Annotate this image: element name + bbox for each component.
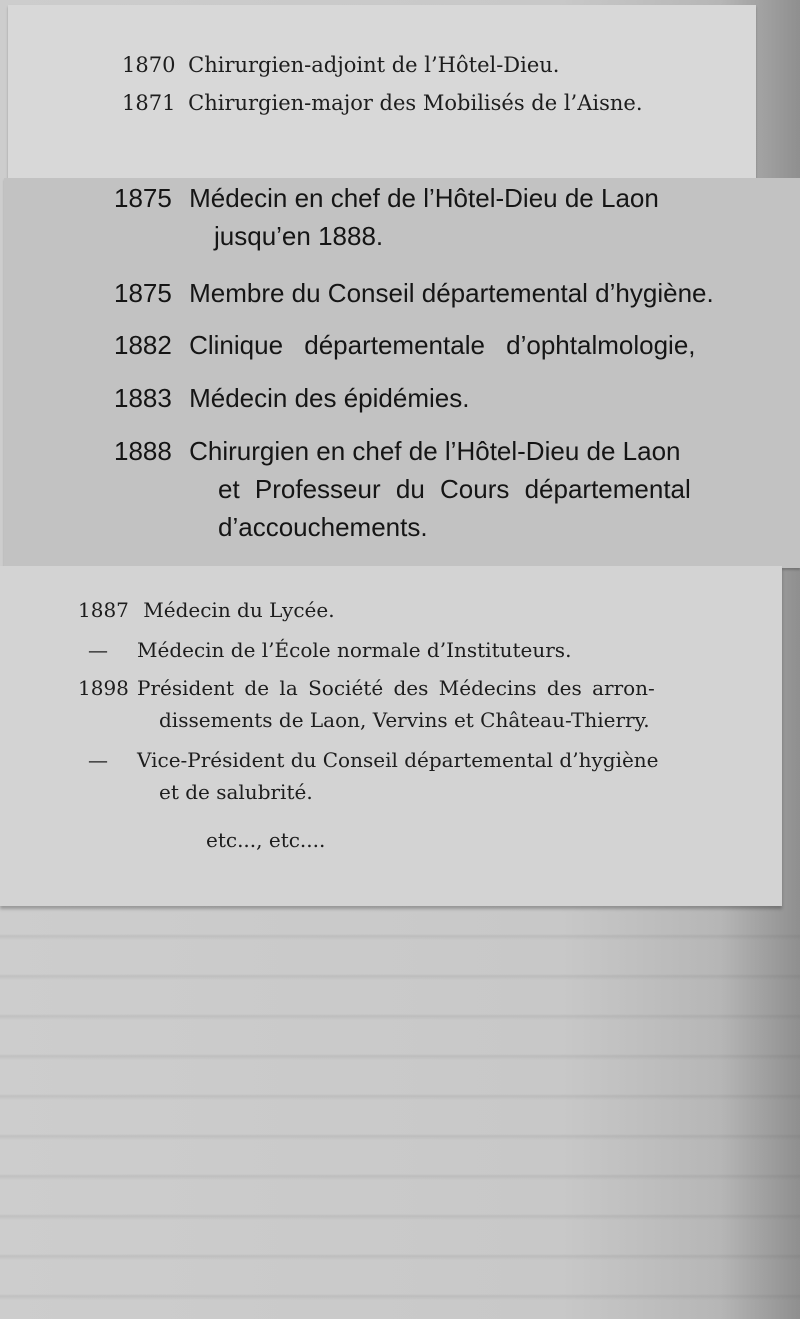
entry-text-line: et Professeur du Cours départemental: [218, 474, 691, 504]
entry-year: 1882: [114, 330, 172, 360]
entry-1875-b: [114, 278, 714, 309]
entry-text: Chirurgien-adjoint de l’Hôtel-Dieu.: [188, 53, 560, 77]
entry-1898-line-1: [137, 676, 655, 700]
entry-year: 1870: [122, 53, 176, 77]
entry-year: 1887: [78, 598, 129, 622]
entry-1875-a: [114, 183, 659, 214]
entry-1870: [122, 53, 560, 77]
entry-dash-2: [88, 748, 108, 772]
entry-text-line: Médecin du Lycée.: [143, 598, 335, 622]
entry-year: 1898: [78, 676, 129, 700]
entry-text-line: jusqu’en 1888.: [214, 221, 384, 251]
entry-year: 1883: [114, 383, 172, 413]
entry-text-line: et de salubrité.: [159, 780, 313, 804]
slip-middle: [4, 178, 800, 568]
entry-dash-1: [88, 638, 108, 662]
entry-text-line: Chirurgien en chef de l’Hôtel-Dieu de Laon: [189, 436, 681, 466]
entry-dash-2-line-2: [159, 780, 313, 804]
entry-text-line: Médecin des épidémies.: [189, 383, 470, 413]
entry-text-line: dissements de Laon, Vervins et Château-Thierry.: [159, 708, 650, 732]
entry-text-line: d’accouchements.: [218, 512, 428, 542]
slip-top: [8, 5, 756, 181]
entry-1887: [78, 598, 335, 622]
entry-dash-2-line-1: [137, 748, 659, 772]
entry-text-line: Président de la Société des Médecins des arron-: [137, 676, 655, 700]
entry-dash-1-text: [137, 638, 571, 662]
entry-year: —: [88, 748, 108, 772]
entry-1883: [114, 383, 469, 414]
entry-1888: [114, 436, 681, 467]
closing-etc: [206, 828, 325, 852]
entry-1871: [122, 91, 643, 115]
entry-text-line: Médecin en chef de l’Hôtel-Dieu de Laon: [189, 183, 659, 213]
entry-year: 1888: [114, 436, 172, 466]
entry-year: 1875: [114, 278, 172, 308]
entry-1898-line-2: [159, 708, 650, 732]
entry-text-line: Vice-Président du Conseil départemental d’hygiène: [137, 748, 659, 772]
entry-1898: [78, 676, 129, 700]
entry-year: 1875: [114, 183, 172, 213]
entry-year: 1871: [122, 91, 176, 115]
entry-text-line: Membre du Conseil départemental d’hygiène.: [189, 278, 714, 308]
entry-text-line: Clinique départementale d’ophtalmologie,: [189, 330, 696, 360]
entry-text: Chirurgien-major des Mobilisés de l’Aisne.: [188, 91, 643, 115]
entry-1888-cont-2: [218, 512, 428, 543]
entry-1888-cont-1: [218, 474, 691, 505]
closing-text: etc..., etc....: [206, 828, 326, 852]
bleed-through-background: [0, 900, 800, 1319]
slip-lower: [0, 566, 782, 906]
entry-1875-a-cont: [214, 221, 383, 252]
entry-1882: [114, 330, 696, 361]
entry-text-line: Médecin de l’École normale d’Instituteurs.: [137, 638, 572, 662]
entry-year: —: [88, 638, 108, 662]
